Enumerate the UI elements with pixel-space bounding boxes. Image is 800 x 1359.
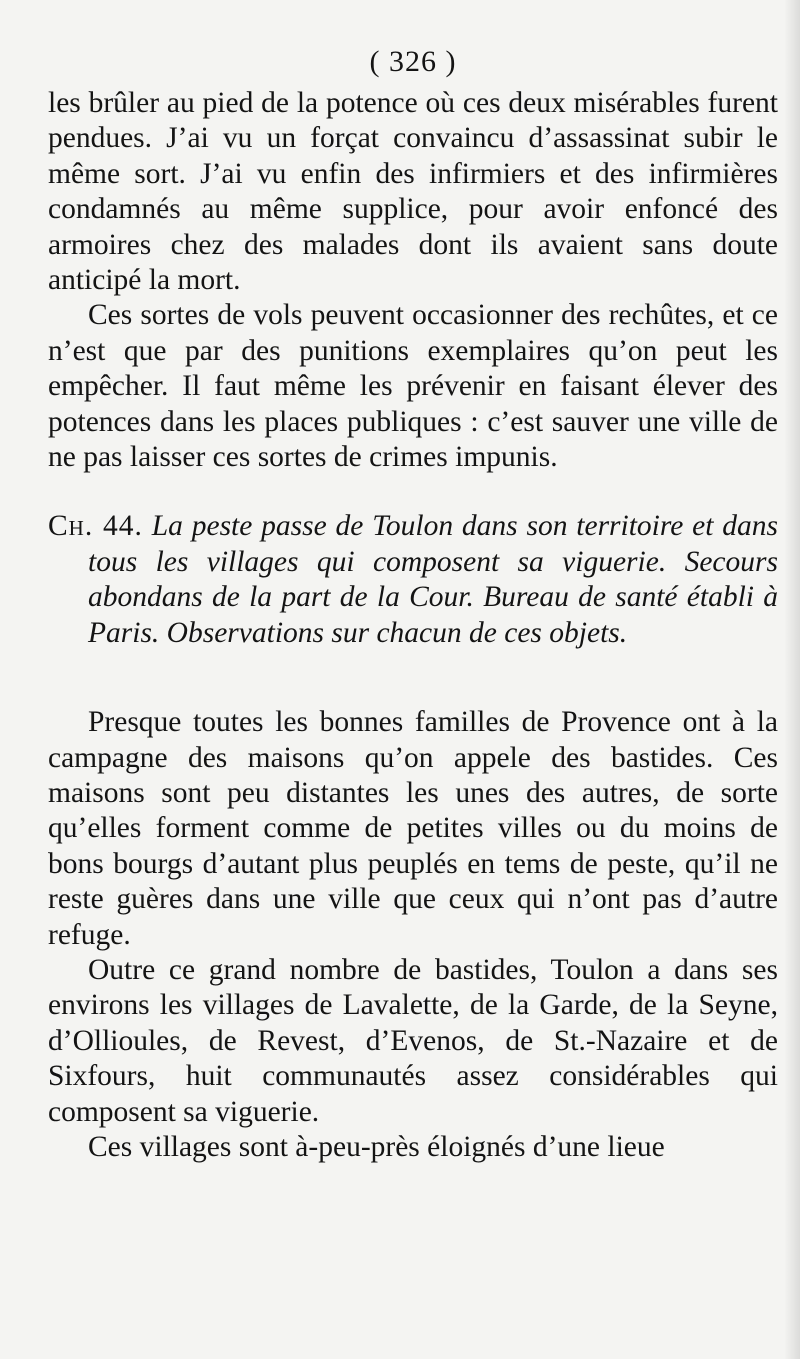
chapter-label: Ch. 44. [48, 510, 143, 543]
paragraph-2: Ces sortes de vols peuvent occasionner des rechûtes, et ce n’est que par des punitions exemplaires qu’on peut les empêcher. Il faut même les prévenir en faisant élever des potences dans les places publiques : c’est sauver une ville de ne pas laisser ces sortes de crimes impunis. [48, 299, 778, 474]
paragraph-4: Outre ce grand nombre de bastides, Toulon a dans ses environs les villages de Lavalette, de la Garde, de la Seyne, d’Ollioules, de Revest, d’Evenos, de St.-Nazaire et de Sixfours, huit communautés assez considérables qui composent sa viguerie. [48, 953, 778, 1128]
page-number: ( 326 ) [369, 45, 457, 78]
chapter-summary: La peste passe de Toulon dans son territoire et dans tous les villages qui composent sa viguerie. Secours abondans de la part de la Cour. Bureau de santé établi à Paris. Observations sur chacun de ces objets. [88, 510, 779, 649]
paragraph-3: Presque toutes les bonnes familles de Provence ont à la campagne des maisons qu’on appele des bastides. Ces maisons sont peu distantes les unes des autres, de sorte qu’elles forment comme de petites villes ou du moins de bons bourgs d’autant plus peuplés en tems de peste, qu’il ne reste guères dans une ville que ceux qui n’ont pas d’autre refuge. [48, 706, 778, 951]
page-edge-shadow [784, 0, 800, 1359]
paragraph-1: les brûler au pied de la potence où ces deux misérables furent pendues. J’ai vu un forçat convaincu d’assassinat subir le même sort. J’ai vu enfin des infirmiers et des infirmières condamnés au même supplice, pour avoir enfoncé des armoires chez des malades dont ils avaient sans doute anticipé la mort. [48, 87, 778, 297]
chapter-heading [48, 509, 778, 651]
paragraph-5: Ces villages sont à-peu-près éloignés d’une lieue [88, 1130, 665, 1163]
